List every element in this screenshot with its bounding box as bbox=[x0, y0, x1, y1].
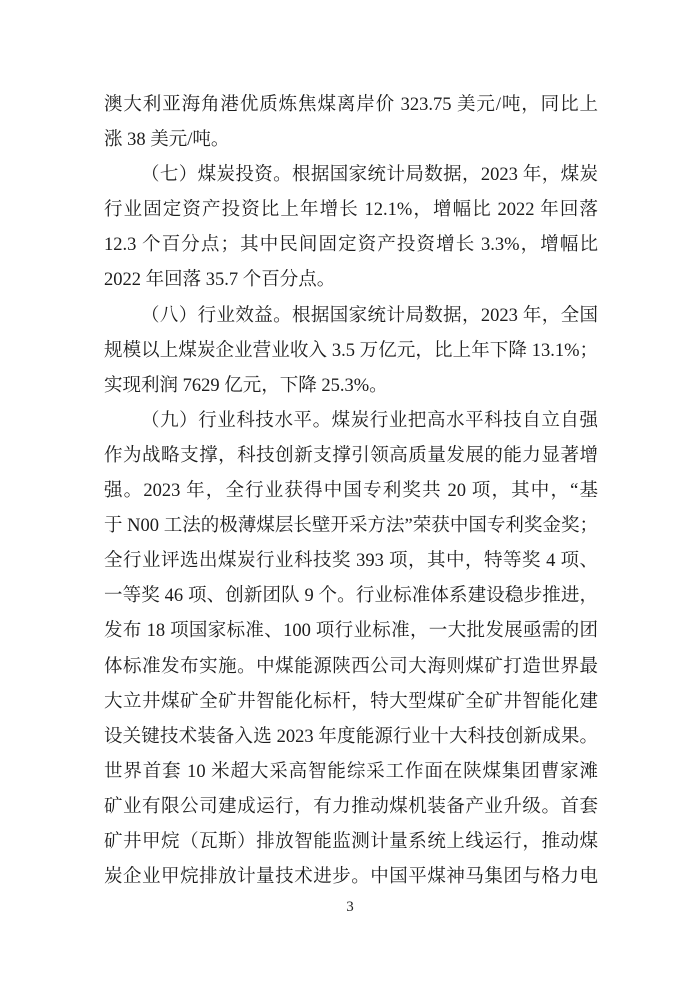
text-line: （九）行业科技水平。煤炭行业把高水平科技自立自强 bbox=[141, 410, 598, 431]
text-line: 于 N00 工法的极薄煤层长壁开采方法”荣获中国专利奖金奖； bbox=[104, 516, 598, 537]
text-line: 规模以上煤炭企业营业收入 3.5 万亿元，比上年下降 13.1%； bbox=[104, 340, 598, 361]
text-line: 作为战略支撑，科技创新支撑引领高质量发展的能力显著增 bbox=[104, 445, 598, 466]
text-line: （八）行业效益。根据国家统计局数据，2023 年，全国 bbox=[141, 305, 598, 326]
text-line: 大立井煤矿全矿井智能化标杆，特大型煤矿全矿井智能化建 bbox=[104, 691, 598, 712]
text-line: 全行业评选出煤炭行业科技奖 393 项，其中，特等奖 4 项、 bbox=[104, 551, 598, 572]
text-line: 12.3 个百分点；其中民间固定资产投资增长 3.3%，增幅比 bbox=[104, 235, 598, 256]
text-line: 炭企业甲烷排放计量技术进步。中国平煤神马集团与格力电 bbox=[104, 867, 598, 888]
text-line: 澳大利亚海角港优质炼焦煤离岸价 323.75 美元/吨，同比上 bbox=[104, 95, 598, 115]
text-line: 矿井甲烷（瓦斯）排放智能监测计量系统上线运行，推动煤 bbox=[104, 831, 598, 852]
text-line: （七）煤炭投资。根据国家统计局数据，2023 年，煤炭 bbox=[141, 165, 598, 186]
text-line: 世界首套 10 米超大采高智能综采工作面在陕煤集团曹家滩 bbox=[104, 761, 598, 782]
document-body bbox=[104, 88, 598, 895]
text-line: 矿业有限公司建成运行，有力推动煤机装备产业升级。首套 bbox=[104, 796, 598, 817]
text-line: 体标准发布实施。中煤能源陕西公司大海则煤矿打造世界最 bbox=[104, 656, 598, 677]
text-line: 设关键技术装备入选 2023 年度能源行业十大科技创新成果。 bbox=[104, 726, 598, 747]
text-line: 强。2023 年，全行业获得中国专利奖共 20 项，其中，“基 bbox=[104, 481, 598, 502]
page-number: 3 bbox=[346, 899, 354, 915]
text-line: 一等奖 46 项、创新团队 9 个。行业标准体系建设稳步推进， bbox=[104, 586, 598, 607]
text-line: 涨 38 美元/吨。 bbox=[104, 130, 230, 151]
text-line: 发布 18 项国家标准、100 项行业标准，一大批发展亟需的团 bbox=[104, 621, 598, 642]
text-line: 2022 年回落 35.7 个百分点。 bbox=[104, 270, 336, 291]
text-line: 行业固定资产投资比上年增长 12.1%，增幅比 2022 年回落 bbox=[104, 200, 598, 221]
text-line: 实现利润 7629 亿元，下降 25.3%。 bbox=[104, 375, 388, 396]
